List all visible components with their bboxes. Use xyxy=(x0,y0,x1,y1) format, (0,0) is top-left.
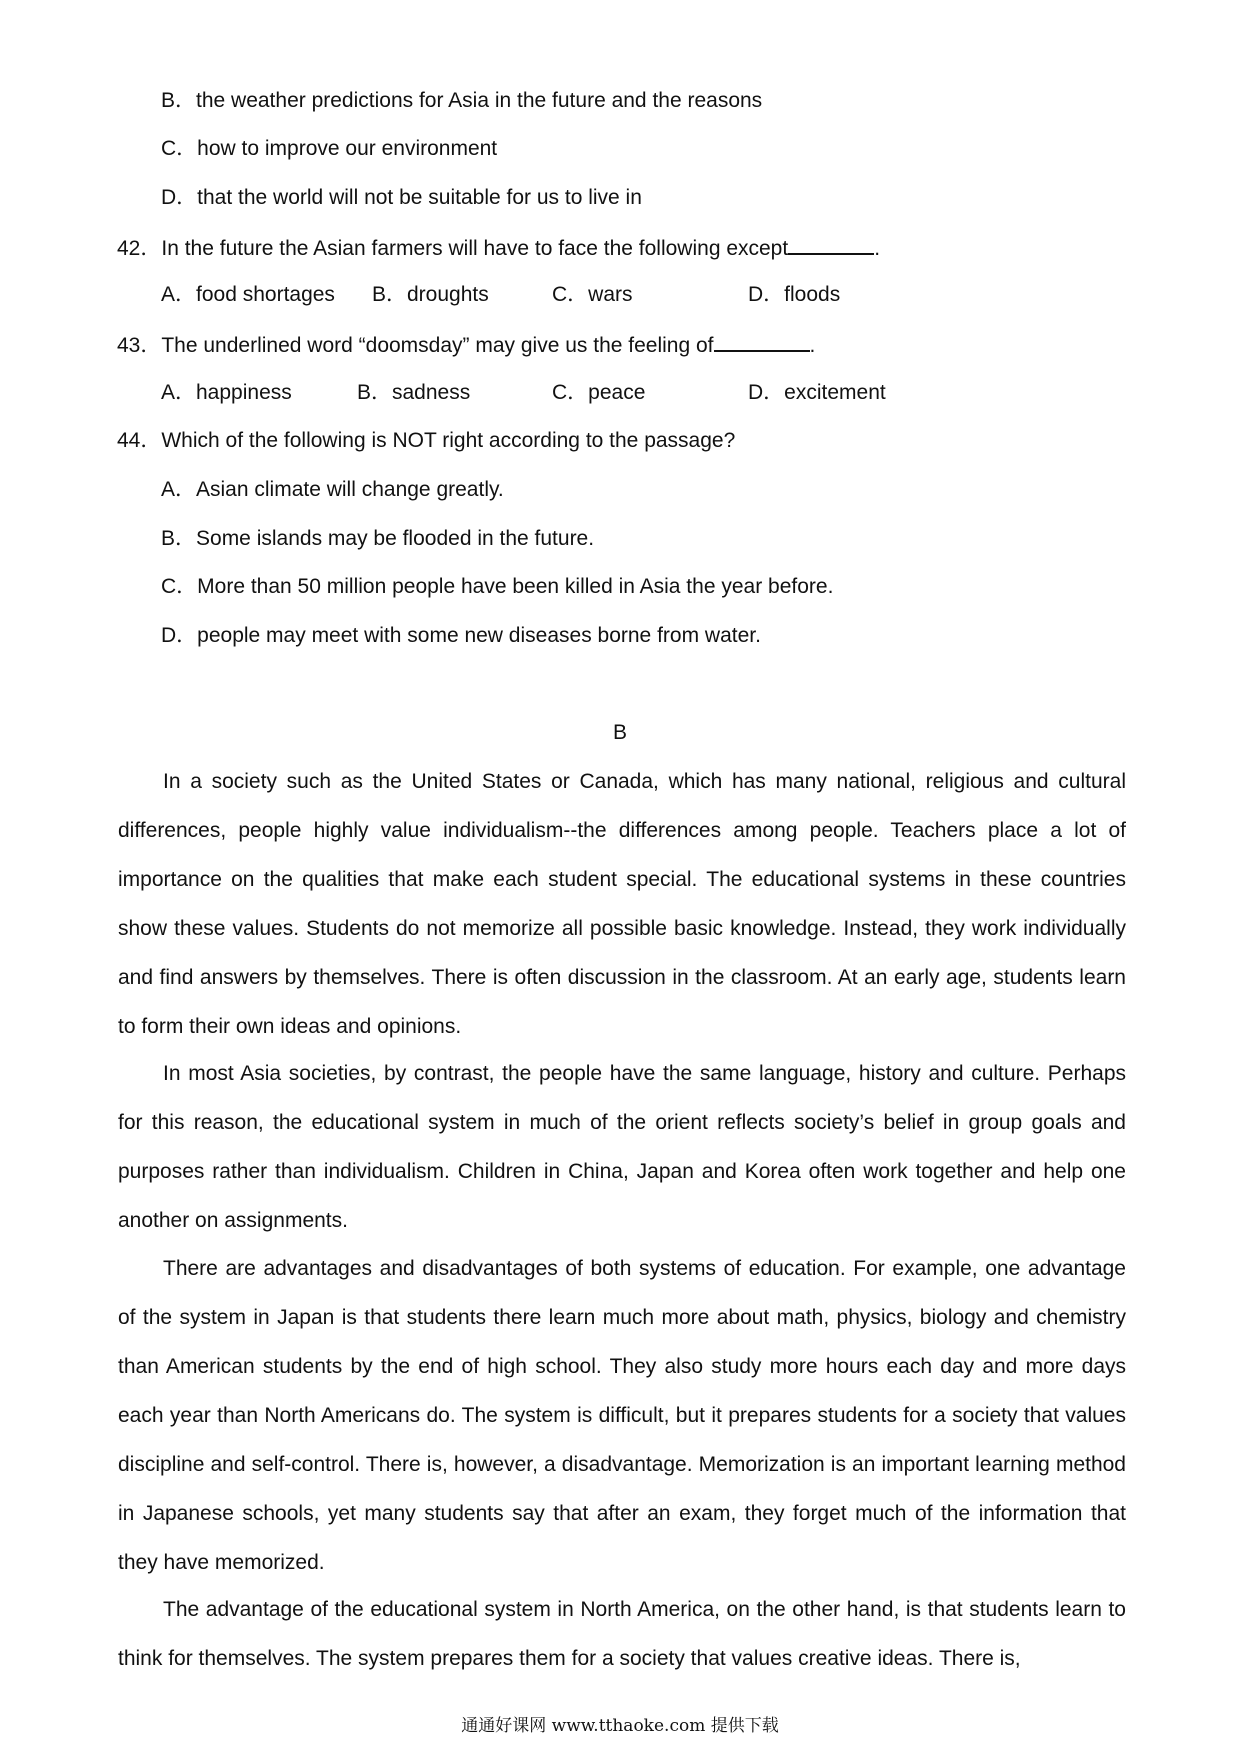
passage-paragraph-2: In most Asia societies, by contrast, the people have the same language, history and culture. Perhaps for this reason, the educational system in much of the orient reflects society’s belief in group goals and purposes rather than individualism. Children in China, Japan and Korea often work together and help one another on assignments. xyxy=(118,1062,1126,1232)
passage-paragraph-1: In a society such as the United States or Canada, which has many national, religious and cultural differences, people highly value individualism--the differences among people. Teachers place a lot of importance on the qualities that make each student special. The educational systems in these countries show these values. Students do not memorize all possible basic knowledge. Instead, they work individually and find answers by themselves. There is often discussion in the classroom. At an early age, students learn to form their own ideas and opinions. xyxy=(118,770,1126,1038)
q43-answer-blank xyxy=(714,330,810,352)
q43-stem-end: . xyxy=(809,334,816,357)
q43-option-b: B．sadness xyxy=(357,381,471,404)
q43-stem-line xyxy=(117,330,815,360)
q42-answer-blank xyxy=(788,233,874,255)
q43-stem: 43．The underlined word “doomsday” may give us the feeling of xyxy=(117,334,714,357)
q42-stem: 42．In the future the Asian farmers will have to face the following except xyxy=(117,237,789,260)
q42-stem-line xyxy=(117,233,880,263)
passage-paragraph-4: The advantage of the educational system in North America, on the other hand, is that students learn to think for themselves. The system prepares them for a society that values creative ideas. There is, xyxy=(118,1598,1126,1670)
section-title-b: B xyxy=(612,721,627,744)
q43-option-a: A．happiness xyxy=(161,381,292,404)
q42-option-c: C．wars xyxy=(552,283,633,306)
page-footer: 通通好课网 www.tthaoke.com 提供下载 xyxy=(461,1716,779,1736)
q42-options xyxy=(161,281,1061,309)
q42-option-a: A．food shortages xyxy=(161,283,335,306)
q44-option-d: D．people may meet with some new diseases borne from water. xyxy=(161,624,761,647)
q44-stem: 44．Which of the following is NOT right according to the passage? xyxy=(117,429,736,452)
q44-option-a: A．Asian climate will change greatly. xyxy=(161,478,504,501)
q44-option-c: C．More than 50 million people have been killed in Asia the year before. xyxy=(161,575,834,598)
passage-paragraph-3: There are advantages and disadvantages of both systems of education. For example, one advantage of the system in Japan is that students there learn much more about math, physics, biology and chemistry than American students by the end of high school. They also study more hours each day and more days each year than North Americans do. The system is difficult, but it prepares students for a society that values discipline and self-control. There is, however, a disadvantage. Memorization is an important learning method in Japanese schools, yet many students say that after an exam, they forget much of the information that they have memorized. xyxy=(118,1257,1126,1574)
q43-option-d: D．excitement xyxy=(748,381,886,404)
q41-option-b: B．the weather predictions for Asia in the future and the reasons xyxy=(161,89,763,112)
q41-option-d: D．that the world will not be suitable for us to live in xyxy=(161,186,642,209)
q41-option-c: C．how to improve our environment xyxy=(161,137,498,160)
q43-option-c: C．peace xyxy=(552,381,646,404)
q42-stem-end: . xyxy=(874,237,881,260)
q44-option-b: B．Some islands may be flooded in the future. xyxy=(161,527,595,550)
q43-options xyxy=(161,379,1061,407)
q42-option-b: B．droughts xyxy=(372,283,489,306)
q42-option-d: D．floods xyxy=(748,283,841,306)
